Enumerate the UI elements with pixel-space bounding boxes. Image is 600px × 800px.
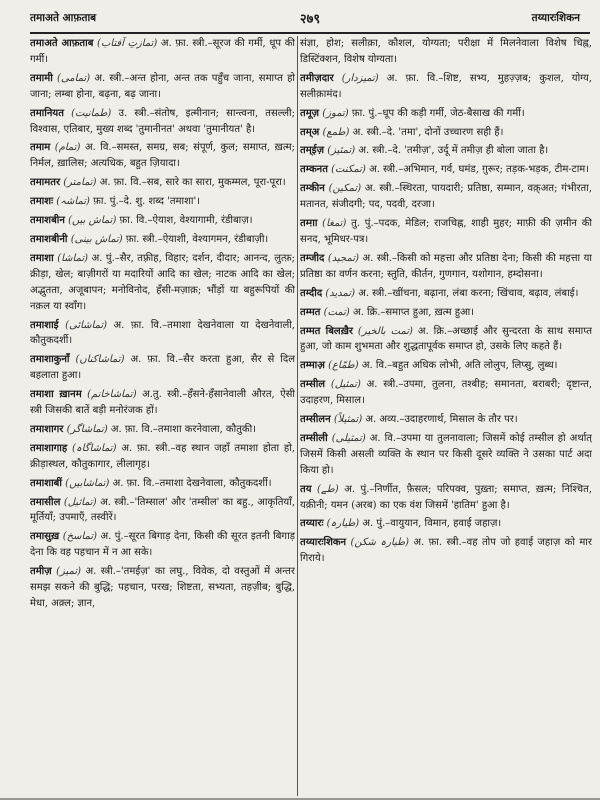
dictionary-entry bbox=[30, 251, 295, 315]
entry-definition: अ. स्त्री.–दे. 'तमीज़', उर्दू में तमीज़ ही बोला जाता है। bbox=[358, 145, 549, 157]
entry-headword: तम्सील bbox=[300, 379, 326, 391]
dictionary-entry bbox=[30, 140, 295, 172]
entry-headword: तमाशाई bbox=[30, 319, 59, 331]
entry-urdu-spelling: (تمثیل) bbox=[330, 379, 361, 391]
entry-urdu-spelling: (طیارہ شکن) bbox=[350, 537, 409, 549]
dictionary-entry bbox=[300, 535, 592, 567]
entry-definition: अ. क्रि.–समाप्त हुआ, ख़त्म हुआ। bbox=[352, 306, 475, 318]
entry-headword: तमीज़ bbox=[30, 566, 52, 578]
dictionary-entry bbox=[300, 251, 592, 283]
entry-headword: तम्मत bbox=[300, 306, 321, 318]
entry-urdu-spelling: (طمّاع) bbox=[328, 360, 359, 372]
entry-definition: अ. पुं.–सूरत बिगाड़ देना, किसी की सूरत इतनी बिगाड़ देना कि वह पहचान में न आ सके। bbox=[30, 531, 295, 559]
entry-urdu-spelling: (تمت بالخیر) bbox=[357, 325, 413, 337]
entry-definition: फ़ा. स्त्री.–ऐयाशी, वेश्यागमन, रंडीबाज़ी। bbox=[125, 233, 269, 245]
entry-urdu-spelling: (تمیز) bbox=[56, 566, 82, 578]
entry-definition: फ़ा. वि.–ऐयाश, वेश्यागामी, रंडीबाज़। bbox=[119, 215, 253, 227]
entry-headword: तम्कीन bbox=[300, 183, 325, 195]
dictionary-entry bbox=[300, 36, 592, 68]
header-first-word: तमाअते आफ़ताब bbox=[30, 12, 97, 24]
dictionary-entry bbox=[30, 106, 295, 138]
entry-headword: तमामी bbox=[30, 72, 53, 84]
entry-urdu-spelling: (تماشائی) bbox=[65, 319, 108, 331]
entry-definition: अ. स्त्री.–दे. 'तमा', दोनों उच्चारण सही हैं। bbox=[352, 126, 504, 138]
entry-definition: उ. स्त्री.–संतोष, इत्मीनान; सान्त्वना, तसल्ली; विश्वास, एतिबार, मुख्य शब्द 'तुमानीनत' अथवा 'तुमानीयत' है। bbox=[30, 107, 295, 135]
entry-urdu-spelling: (طے) bbox=[317, 483, 339, 495]
entry-urdu-spelling: (طمانیت) bbox=[71, 107, 112, 119]
entry-urdu-spelling: (تماشاگر) bbox=[66, 423, 108, 435]
dictionary-entry bbox=[300, 162, 592, 178]
entry-definition: तु. पुं.–पदक, मेडिल; राजचिह्न, शाही मुहर; माफ़ी की ज़मीन की सनद, भूमिधर-पत्र। bbox=[300, 218, 592, 245]
dictionary-entry bbox=[30, 441, 295, 473]
entry-headword: तमाम bbox=[30, 142, 51, 154]
left-column bbox=[30, 36, 295, 796]
entry-definition: अ. स्त्री.–अभिमान, गर्व, घमंड, ग़ुरूर; तड़क-भड़क, टीम-टाम। bbox=[369, 164, 590, 176]
dictionary-entry bbox=[300, 125, 592, 141]
entry-definition: अ. फ़ा. स्त्री.–वह तोप जो हवाई जहाज़ को मार गिराये। bbox=[300, 537, 592, 565]
entry-headword: तय bbox=[300, 483, 312, 495]
entry-definition: अ. स्त्री.–अन्त होना, अन्त तक पहुँच जाना, समाप्त हो जाना; लम्बा होना, बढ़ना, बढ़ जाना। bbox=[30, 72, 295, 100]
dictionary-entry bbox=[30, 36, 295, 68]
entry-definition: अ. फ़ा. वि.–शिष्ट, सभ्य, मुहज़्ज़ब; कुशल, योग्य, सलीक़ामंद। bbox=[300, 72, 592, 100]
right-column bbox=[300, 36, 592, 796]
entry-definition: अ.तु. स्त्री.–हँसने-हँसानेवाली औरत, ऐसी स्त्री जिसकी बातें बड़ी मनोरंजक हों। bbox=[30, 389, 295, 417]
entry-urdu-spelling: (تماثیل) bbox=[63, 496, 97, 508]
entry-headword: तमाअते आफ़ताब bbox=[30, 38, 94, 49]
entry-headword: तम्सीलन bbox=[300, 414, 331, 426]
entry-urdu-spelling: (طمع) bbox=[322, 126, 350, 138]
entry-headword: तम्अ bbox=[300, 126, 320, 138]
header-rule bbox=[30, 32, 590, 34]
entry-urdu-spelling: (تماشاگاہ) bbox=[72, 442, 117, 454]
entry-urdu-spelling: (تمازتِ آفتاب) bbox=[97, 38, 158, 49]
entry-urdu-spelling: (تمئیز) bbox=[327, 145, 356, 157]
entry-headword: तमानियत bbox=[30, 107, 64, 119]
entry-definition: अ. फ़ा. स्त्री.–सूरज की गर्मी, धूप की गर्मी। bbox=[30, 38, 295, 65]
dictionary-entry bbox=[30, 495, 295, 527]
entry-headword: तम्मत बिलख़ैर bbox=[300, 325, 353, 337]
page-header bbox=[30, 8, 590, 30]
entry-urdu-spelling: (تماش بینی) bbox=[70, 233, 123, 245]
entry-headword: तमाशा bbox=[30, 252, 54, 264]
entry-urdu-spelling: (تماشا) bbox=[57, 252, 89, 264]
entry-definition: अ. फ़ा. स्त्री.–वह स्थान जहाँ तमाशा होता हो, क्रीड़ास्थल, कौतुकागार, लीलागृह। bbox=[30, 442, 295, 470]
dictionary-entry bbox=[30, 476, 295, 492]
dictionary-entry bbox=[30, 232, 295, 248]
dictionary-entry bbox=[300, 482, 592, 514]
dictionary-entry bbox=[300, 305, 592, 321]
entry-urdu-spelling: (تمثیلی) bbox=[331, 432, 366, 444]
entry-definition: अ. पुं.–वायुयान, विमान, हवाई जहाज़। bbox=[362, 518, 502, 530]
entry-urdu-spelling: (تمکنت) bbox=[331, 164, 366, 176]
entry-headword: तम्दीद bbox=[300, 287, 323, 299]
entry-headword: तय्यारः bbox=[300, 518, 324, 530]
dictionary-entry bbox=[30, 194, 295, 210]
dictionary-entry bbox=[300, 358, 592, 374]
entry-definition: संज्ञा, होश; सलीक़ा, कौशल, योग्यता; परीक्षा में मिलनेवाला विशेष चिह्न, डिस्टिंक्शन, विशेष योग्यता। bbox=[300, 38, 592, 65]
dictionary-entry bbox=[300, 412, 592, 428]
column-divider bbox=[297, 36, 298, 796]
entry-headword: तम्सीली bbox=[300, 432, 328, 444]
entry-urdu-spelling: (تمام) bbox=[54, 142, 81, 154]
entry-headword: तमाशाबीं bbox=[30, 477, 62, 489]
dictionary-entry bbox=[30, 175, 295, 191]
entry-urdu-spelling: (تموز) bbox=[322, 107, 349, 119]
entry-urdu-spelling: (تمثیلاً) bbox=[333, 414, 363, 426]
dictionary-entry bbox=[30, 564, 295, 612]
header-last-word: तय्यारःशिकन bbox=[531, 12, 580, 24]
entry-urdu-spelling: (تمامی) bbox=[57, 72, 91, 84]
entry-definition: अ. स्त्री.–उपमा, तुलना, तश्बीह; समानता, बराबरी; दृष्टान्त, उदाहरण, मिसाल। bbox=[300, 379, 592, 407]
dictionary-entry bbox=[30, 529, 295, 561]
dictionary-entry bbox=[300, 324, 592, 356]
entry-headword: तमाशागर bbox=[30, 423, 64, 435]
entry-headword: तमीज़दार bbox=[300, 72, 334, 84]
entry-headword: तमासुख़ bbox=[30, 531, 60, 543]
entry-headword: तम्कनत bbox=[300, 164, 328, 176]
entry-urdu-spelling: (تماشابیں) bbox=[65, 477, 110, 489]
entry-urdu-spelling: (تمت) bbox=[323, 306, 350, 318]
entry-definition: फ़ा. पुं.–दे. शु. शब्द 'तमाशा'। bbox=[93, 196, 201, 208]
dictionary-entry bbox=[300, 286, 592, 302]
entry-headword: तमाशागाह bbox=[30, 442, 68, 454]
entry-urdu-spelling: (تمامتر) bbox=[63, 177, 97, 189]
entry-definition: अ. स्त्री.–स्थिरता, पायदारी; प्रतिष्ठा, सम्मान, वक़्अत; गंभीरता, मतानत, संजीदगी; पद, पदवी, दरजा। bbox=[300, 183, 592, 211]
dictionary-entry bbox=[300, 71, 592, 103]
entry-definition: अ. पुं.–निर्णीत, फ़ैसल; परिपक्व, पुख़्ता; समाप्त, ख़त्म; निश्चित, यक़ीनी; यमन (अरब) का एक वंश जिसमें 'हातिम' हुआ है। bbox=[300, 483, 592, 511]
entry-definition: अ. फ़ा. वि.–तमाशा देखनेवाला या देखनेवाली, कौतुकदर्शी। bbox=[30, 319, 295, 347]
entry-definition: अ. पुं.–सैर, तफ़्रीह, विहार; दर्शन, दीदार; आनन्द, लुत्फ़; क्रीड़ा, खेल; बाज़ीगरों या मदारियों आदि का खेल; नाटक आदि का खेल; अद्भुतता, अजूबापन; मनोविनोद, हँसी-मज़ाक़; भौंड़ों या बहुरूपियों की नक़ल या स्वाँग। bbox=[30, 252, 295, 312]
entry-urdu-spelling: (تماشاخانم) bbox=[87, 389, 137, 401]
entry-urdu-spelling: (تماشاکناں) bbox=[75, 354, 125, 366]
entry-definition: अ. वि.–उपमा या तुलनावाला; जिसमें कोई तम्सील हो अर्थात् जिसमें किसी असली व्यक्ति के स्थान पर किसी दूसरे व्यक्ति ने उसका पार्ट अदा किया हो। bbox=[300, 432, 592, 476]
entry-definition: अ. फ़ा. वि.–तमाशा करनेवाला, कौतुकी। bbox=[110, 423, 256, 435]
entry-headword: तमाशबीन bbox=[30, 215, 65, 227]
entry-headword: तम्ईज़ bbox=[300, 145, 325, 157]
dictionary-entry bbox=[300, 431, 592, 479]
dictionary-entry bbox=[300, 216, 592, 248]
entry-definition: अ. फ़ा. वि.–सैर करता हुआ, सैर से दिल बहलाता हुआ। bbox=[30, 354, 295, 382]
entry-definition: अ. स्त्री.–खींचना, बढ़ाना, लंबा करना; खिंचाव, बढ़ाव, लंबाई। bbox=[358, 287, 579, 299]
entry-definition: अ. क्रि.–अच्छाई और सुन्दरता के साथ समाप्त हुआ, जो काम शुभमता और शुद्धतापूर्वक समाप्त हो, उसके लिए कहते हैं। bbox=[300, 325, 592, 353]
entry-headword: तम्जीद bbox=[300, 252, 325, 264]
entry-headword: तमाशबीनी bbox=[30, 233, 68, 245]
entry-definition: अ. स्त्री.–किसी को महत्ता और प्रतिष्ठा देना; किसी की महत्ता या प्रतिष्ठा का वर्णन करना; स्तुति, कीर्तन, गुणगान, यशोगान, हम्दोसना। bbox=[300, 252, 592, 280]
dictionary-entry bbox=[30, 213, 295, 229]
entry-urdu-spelling: (طیارہ) bbox=[326, 518, 360, 530]
entry-headword: तमाशाकुनाँ bbox=[30, 354, 70, 366]
entry-headword: तम्ग़ा bbox=[300, 218, 318, 230]
entry-definition: फ़ा. पुं.–धूप की कड़ी गर्मी, जेठ-बैसाख की गर्मी। bbox=[351, 107, 525, 119]
entry-urdu-spelling: (تماش بیں) bbox=[68, 215, 117, 227]
dictionary-entry bbox=[300, 377, 592, 409]
dictionary-entry bbox=[30, 352, 295, 384]
entry-urdu-spelling: (تمیزدار) bbox=[341, 72, 379, 84]
entry-headword: तम्माअ़ bbox=[300, 360, 325, 372]
entry-urdu-spelling: (تمغا) bbox=[322, 218, 347, 230]
entry-definition: अ. स्त्री.–'तमईज़' का लघु., विवेक, दो वस्तुओं में अन्तर समझ सकने की बुद्धि; पहचान, परख; शिष्टता, सभ्यता, तहज़ीब; बुद्धि, मेधा, अक़्ल; ज्ञान, bbox=[30, 566, 295, 609]
entry-headword: तमासील bbox=[30, 496, 61, 508]
dictionary-entry bbox=[30, 422, 295, 438]
entry-headword: तय्यारःशिकन bbox=[300, 537, 347, 549]
dictionary-entry bbox=[300, 143, 592, 159]
dictionary-entry bbox=[300, 516, 592, 532]
entry-definition: अ. अव्य.–उदाहरणार्थ, मिसाल के तौर पर। bbox=[365, 414, 518, 426]
entry-definition: अ. फ़ा. वि.–सब, सारे का सारा, मुकम्मल, पूरा-पूरा। bbox=[99, 177, 286, 189]
dictionary-entry bbox=[30, 387, 295, 419]
entry-urdu-spelling: (تمدید) bbox=[325, 287, 355, 299]
entry-definition: अ. स्त्री.–'तिम्साल' और 'तम्सील' का बहु., आकृतियाँ, मूर्तियाँ; उपमाएँ, तस्वीरें। bbox=[30, 496, 295, 524]
entry-headword: तमाशा ख़ानम bbox=[30, 389, 82, 401]
dictionary-entry bbox=[300, 181, 592, 213]
dictionary-entry bbox=[30, 318, 295, 350]
entry-urdu-spelling: (تماشہ) bbox=[56, 196, 90, 208]
entry-definition: अ. वि.–समस्त, समग्र, सब; संपूर्ण, कुल; समाप्त, ख़त्म; निर्मल, ख़ालिस; अत्यधिक, बहुत ज़ियादा। bbox=[30, 142, 295, 170]
entry-headword: तमूज़ bbox=[300, 107, 320, 119]
dictionary-entry bbox=[30, 71, 295, 103]
entry-urdu-spelling: (تمجید) bbox=[327, 252, 359, 264]
entry-definition: अ. वि.–बहुत अधिक लोभी, अति लोलुप, लिप्सु, लुब्ध। bbox=[361, 360, 558, 372]
entry-urdu-spelling: (تماسخ) bbox=[62, 531, 97, 543]
entry-headword: तमामतर bbox=[30, 177, 61, 189]
page-number: २७९ bbox=[299, 12, 321, 27]
dictionary-entry bbox=[300, 106, 592, 122]
entry-definition: अ. फ़ा. वि.–तमाशा देखनेवाला, कौतुकदर्शी। bbox=[112, 477, 272, 489]
entry-urdu-spelling: (تمکین) bbox=[328, 183, 362, 195]
entry-headword: तमाशः bbox=[30, 196, 54, 208]
